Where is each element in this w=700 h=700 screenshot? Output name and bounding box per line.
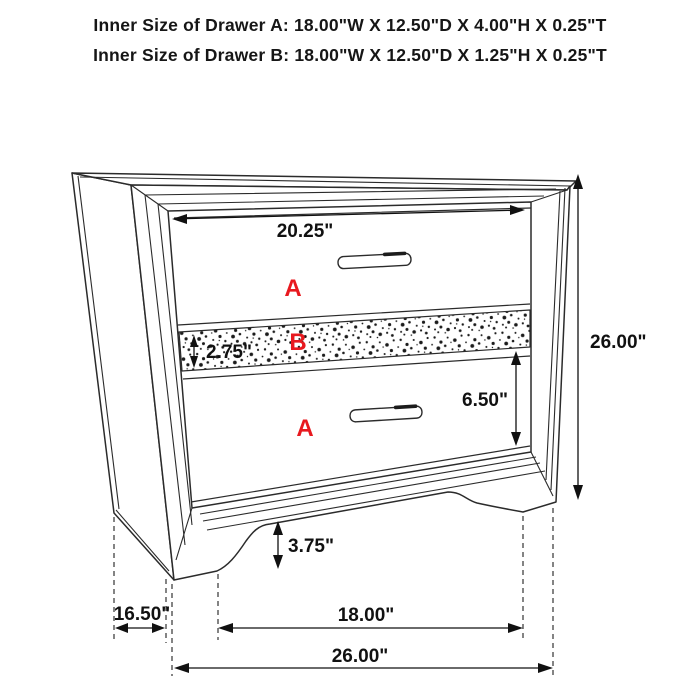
drawer-a-size-line: Inner Size of Drawer A: 18.00"W X 12.50"D X 4.00"H X 0.25"T: [93, 15, 607, 35]
dim-inner-width-label: 20.25": [276, 221, 334, 242]
dim-depth-label: 16.50": [113, 604, 171, 625]
dim-drawer-b-height-label: 2.75": [206, 342, 252, 363]
dim-overall-height: [573, 174, 647, 500]
dim-lower-section-height-label: 6.50": [462, 390, 508, 411]
drawer-b-label: B: [289, 329, 307, 356]
dim-overall-width-label: 26.00": [331, 646, 389, 667]
dim-leg-height: [273, 521, 334, 569]
drawer-a-bottom-label: A: [296, 415, 314, 442]
drawer-b-size-line: Inner Size of Drawer B: 18.00"W X 12.50"D X 1.25"H X 0.25"T: [93, 45, 607, 65]
dim-overall-height-label: 26.00": [590, 332, 647, 353]
dim-leg-height-label: 3.75": [288, 536, 334, 557]
dim-feet-span-label: 18.00": [337, 605, 395, 626]
dim-overall-width: [174, 646, 553, 673]
dim-feet-span: [218, 605, 523, 633]
dim-depth: [114, 604, 171, 633]
drawer-a-top-label: A: [284, 275, 302, 302]
